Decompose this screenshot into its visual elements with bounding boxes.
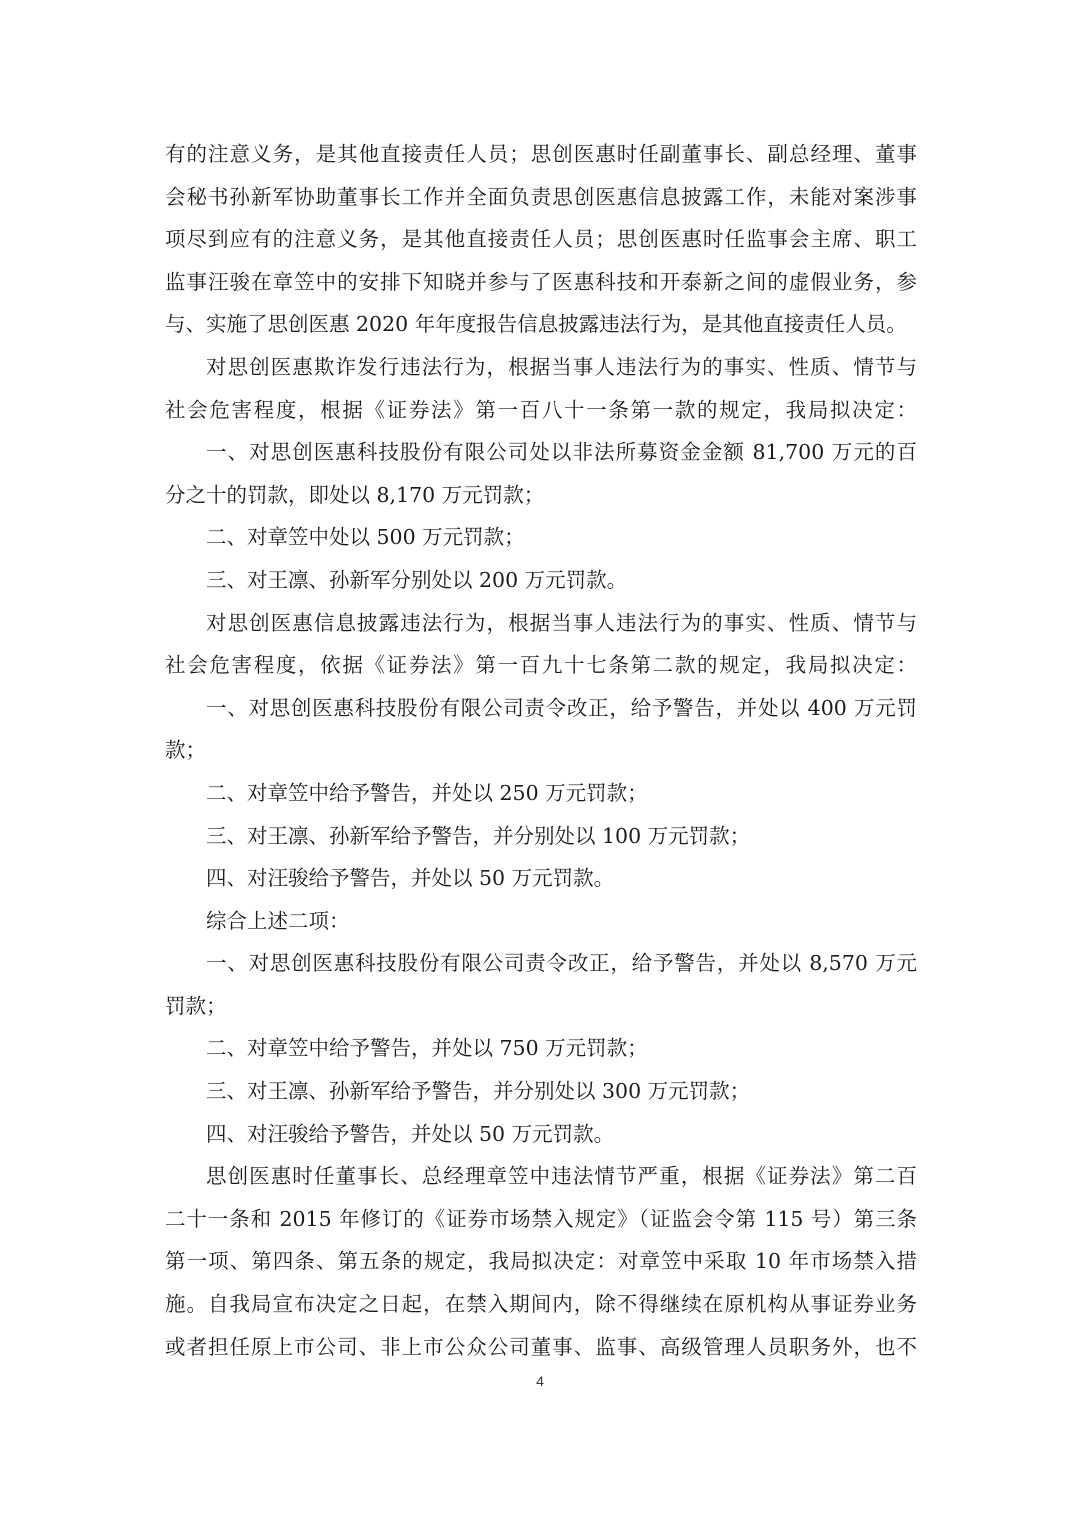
paragraph-first-line: 对思创医惠欺诈发行违法行为，根据当事人违法行为的事实、性质、情节与 — [206, 354, 917, 379]
text-line: 款； — [165, 738, 206, 763]
list-item: 三、对王凛、孙新军给予警告，并分别处以 100 万元罚款； — [206, 823, 751, 848]
paragraph-first-line: 对思创医惠信息披露违法行为，根据当事人违法行为的事实、性质、情节与 — [206, 610, 917, 635]
text-line: 二十一条和 2015 年修订的《证券市场禁入规定》（证监会令第 115 号）第三条 — [165, 1206, 917, 1231]
list-item: 三、对王凛、孙新军分别处以 200 万元罚款。 — [206, 567, 628, 592]
text-line: 罚款； — [165, 993, 227, 1018]
list-item: 四、对汪骏给予警告，并处以 50 万元罚款。 — [206, 1121, 615, 1146]
list-item-first-line: 一、对思创医惠科技股份有限公司处以非法所募资金金额 81,700 万元的百 — [206, 440, 917, 465]
text-line: 施。自我局宣布决定之日起，在禁入期间内，除不得继续在原机构从事证券业务 — [165, 1292, 917, 1317]
page-number: 4 — [536, 1373, 544, 1389]
list-item: 二、对章笠中给予警告，并处以 750 万元罚款； — [206, 1036, 648, 1061]
text-line: 分之十的罚款，即处以 8,170 万元罚款； — [165, 482, 545, 507]
text-line: 会秘书孙新军协助董事长工作并全面负责思创医惠信息披露工作，未能对案涉事 — [165, 184, 917, 209]
text-line: 有的注意义务，是其他直接责任人员；思创医惠时任副董事长、副总经理、董事 — [165, 142, 917, 166]
text-line: 第一项、第四条、第五条的规定，我局拟决定：对章笠中采取 10 年市场禁入措 — [165, 1249, 917, 1274]
text-line: 与、实施了思创医惠 2020 年年度报告信息披露违法行为，是其他直接责任人员。 — [165, 312, 907, 337]
list-item: 四、对汪骏给予警告，并处以 50 万元罚款。 — [206, 866, 615, 891]
paragraph-first-line: 思创医惠时任董事长、总经理章笠中违法情节严重，根据《证券法》第二百 — [206, 1164, 917, 1189]
text-line: 或者担任原上市公司、非上市公众公司董事、监事、高级管理人员职务外，也不 — [165, 1334, 917, 1359]
text-line: 项尽到应有的注意义务，是其他直接责任人员；思创医惠时任监事会主席、职工 — [165, 227, 917, 252]
text-line: 社会危害程度，根据《证券法》第一百八十一条第一款的规定，我局拟决定： — [165, 397, 917, 422]
text-line: 社会危害程度，依据《证券法》第一百九十七条第二款的规定，我局拟决定： — [165, 653, 917, 678]
text-line: 监事汪骏在章笠中的安排下知晓并参与了医惠科技和开泰新之间的虚假业务，参 — [165, 269, 917, 294]
list-item-first-line: 一、对思创医惠科技股份有限公司责令改正，给予警告，并处以 8,570 万元 — [206, 951, 917, 976]
list-item: 二、对章笠中处以 500 万元罚款； — [206, 525, 525, 550]
list-item: 三、对王凛、孙新军给予警告，并分别处以 300 万元罚款； — [206, 1079, 751, 1104]
list-item-first-line: 一、对思创医惠科技股份有限公司责令改正，给予警告，并处以 400 万元罚 — [206, 695, 917, 720]
paragraph-first-line: 综合上述二项： — [206, 908, 350, 933]
document-body — [165, 133, 917, 1368]
list-item: 二、对章笠中给予警告，并处以 250 万元罚款； — [206, 780, 648, 805]
